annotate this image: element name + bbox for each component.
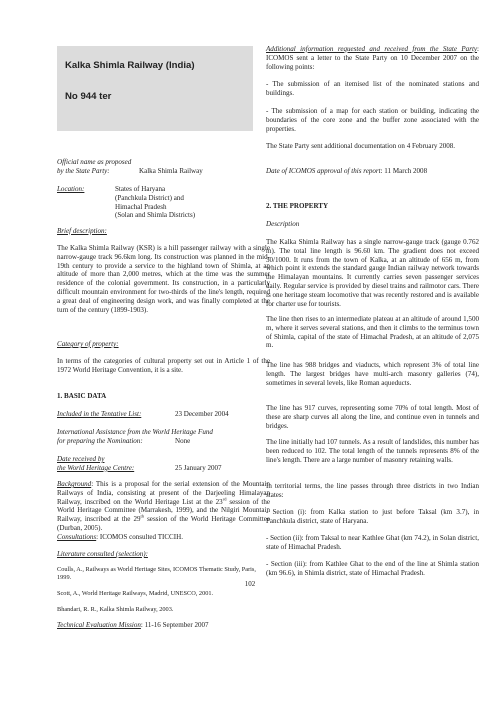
assistance-label-2: for preparing the Nomination: xyxy=(57,436,143,445)
location-label: Location: xyxy=(57,185,85,193)
brief-description-label: Brief description: xyxy=(57,227,107,235)
background-label: Background xyxy=(57,480,92,488)
received-label-2: the World Heritage Centre: xyxy=(57,463,135,472)
location-block xyxy=(57,185,270,220)
assistance-label: International Assistance from the World Heritage Fund xyxy=(57,428,213,436)
literature-label: Literature consulted (selection): xyxy=(57,550,148,558)
request-point: - The submission of a map for each station or building, indicating the boundaries of the core zone and the buffer zone associated with the properties. xyxy=(266,107,479,133)
description-label: Description xyxy=(266,220,300,228)
consultations-value: : ICOMOS consulted TICCIH. xyxy=(96,533,183,541)
request-point: - The submission of an itemised list of the nominated stations and buildings. xyxy=(266,80,479,97)
location-line: Himachal Pradesh xyxy=(115,202,167,211)
location-line: States of Haryana xyxy=(115,185,166,193)
approval-date-text xyxy=(266,167,479,176)
location-line: (Panchkula District) and xyxy=(115,193,184,202)
literature-item: Bhandari, R. R., Kalka Shimla Railway, 2003. xyxy=(57,606,174,613)
sent-documentation-text: The State Party sent additional documentation on 4 February 2008. xyxy=(266,142,456,150)
received-label: Date received by xyxy=(57,455,105,463)
received-block xyxy=(57,455,270,473)
category-label: Category of property: xyxy=(57,340,119,348)
official-name-value: Kalka Shimla Railway xyxy=(139,166,203,175)
superscript: th xyxy=(140,513,145,519)
background-part: session of the World Heritage Committee (Durban, 2005). xyxy=(57,515,270,532)
mission-text xyxy=(57,621,270,630)
document-number: No 944 ter xyxy=(65,91,112,102)
background-text xyxy=(57,480,270,533)
superscript: rd xyxy=(222,496,227,502)
description-paragraph: The line has 988 bridges and viaducts, which represent 3% of total line length. The largest bridges have multi-arch masonry galleries (74), sometimes in several levels, like Roman aqueducts. xyxy=(266,361,479,387)
section-item: - Section (ii): from Taksal to near Kathlee Ghat (km 74.2), in Solan district, state of Himachal Pradesh. xyxy=(266,534,479,551)
assistance-value: None xyxy=(175,436,191,445)
location-line: (Solan and Shimla Districts) xyxy=(115,211,196,220)
description-paragraph: The line initially had 107 tunnels. As a result of landslides, this number has been reduced to 102. The total length of the tunnels represents 8% of the line's length. There are a large number of masonry retaining walls. xyxy=(266,438,479,464)
description-paragraph: The line then rises to an intermediate plateau at an altitude of around 1,500 m, where it serves several stations, and then it climbs to the terminus town of Shimla, capital of the state of Himachal Pradesh, at an altitude of 2,075 m. xyxy=(266,315,479,350)
mission-label: Technical Evaluation Mission xyxy=(57,621,141,629)
page-number: 102 xyxy=(244,580,256,588)
description-paragraph: The line has 917 curves, representing some 70% of total length. Most of these are sharp curves all along the line, and continue even in tunnels and bridges. xyxy=(266,404,479,430)
additional-info-text xyxy=(266,45,479,71)
assistance-block xyxy=(57,428,270,446)
official-name-label-2: by the State Party: xyxy=(57,166,110,175)
section-item: - Section (iii): from Kathlee Ghat to the end of the line at Shimla station (km 96.6), in Shimla district, state of Himachal Pradesh. xyxy=(266,560,479,577)
title-box xyxy=(57,46,253,131)
tentative-list-row xyxy=(57,410,270,419)
approval-label: Date of ICOMOS approval of this report xyxy=(266,167,381,175)
approval-value: : 11 March 2008 xyxy=(380,167,428,175)
section-item: - Section (i): from Kalka station to just before Taksal (km 3.7), in Panchkula district, state of Haryana. xyxy=(266,508,479,525)
received-value: 25 January 2007 xyxy=(175,463,222,472)
additional-info-value: : ICOMOS sent a letter to the State Party on 10 December 2007 on the following points: xyxy=(266,45,479,71)
official-name-block xyxy=(57,158,270,176)
description-paragraph: The Kalka Shimla Railway has a single narrow-gauge track (gauge 0.762 m). The total line length is 96.60 km. The gradient does not exceed 30/1000. It runs from the town of Kalka, at an altitude of 656 m, from which point it extends the standard gauge Indian railway network towards the Himalayan mountains. It currently carries seven passenger services daily. Regular service is provided by diesel trains and railmotor cars. There is one heritage steam locomotive that was recently restored and is available for charter use for tourists. xyxy=(266,238,479,308)
consultations-label: Consultations xyxy=(57,533,97,541)
location-value xyxy=(115,185,270,220)
literature-item: Scott, A., World Heritage Railways, Madrid, UNESCO, 2001. xyxy=(57,590,214,597)
basic-data-heading: 1. BASIC DATA xyxy=(57,392,107,400)
tentative-label: Included in the Tentative List: xyxy=(57,410,142,418)
description-paragraph: In territorial terms, the line passes through three districts in two Indian states: xyxy=(266,482,479,499)
consultations-text xyxy=(57,533,270,542)
category-text: In terms of the categories of cultural property set out in Article 1 of the 1972 World Heritage Convention, it is a site. xyxy=(57,357,270,374)
background-part: : This is a proposal for the serial extension of the Mountain Railways of India, consisting at present of the Darjeeling Himalayan Railway, inscribed on the World Heritage List at the 23 xyxy=(57,480,270,506)
additional-info-label: Additional information requested and received from the State Party xyxy=(266,45,478,53)
mission-value: : 11-16 September 2007 xyxy=(140,621,209,629)
official-name-label: Official name as proposed xyxy=(57,158,132,166)
literature-item: Coulls, A., Railways as World Heritage Sites, ICOMOS Thematic Study, Paris, 1999. xyxy=(57,566,256,582)
property-heading: 2. THE PROPERTY xyxy=(266,202,329,210)
tentative-value: 23 December 2004 xyxy=(175,410,229,418)
brief-description-text: The Kalka Shimla Railway (KSR) is a hill passenger railway with a single narrow-gauge track 96.6km long. Its construction was planned in the mid-19th century to provide a service to the highland town of Shimla, at an altitude of more than 2,000 metres, which at the time was the summer residence of the colonial government. Its construction, in a particularly difficult mountain environment for two-thirds of the line's length, required a great deal of engineering design work, and was finally completed at the turn of the century (1899-1903). xyxy=(57,244,270,314)
document-title: Kalka Shimla Railway (India) xyxy=(65,60,195,71)
background-part: session of the World Heritage Committee (Marrakesh, 1999), and the Nilgiri Mountain Railway, inscribed at the 29 xyxy=(57,497,271,524)
